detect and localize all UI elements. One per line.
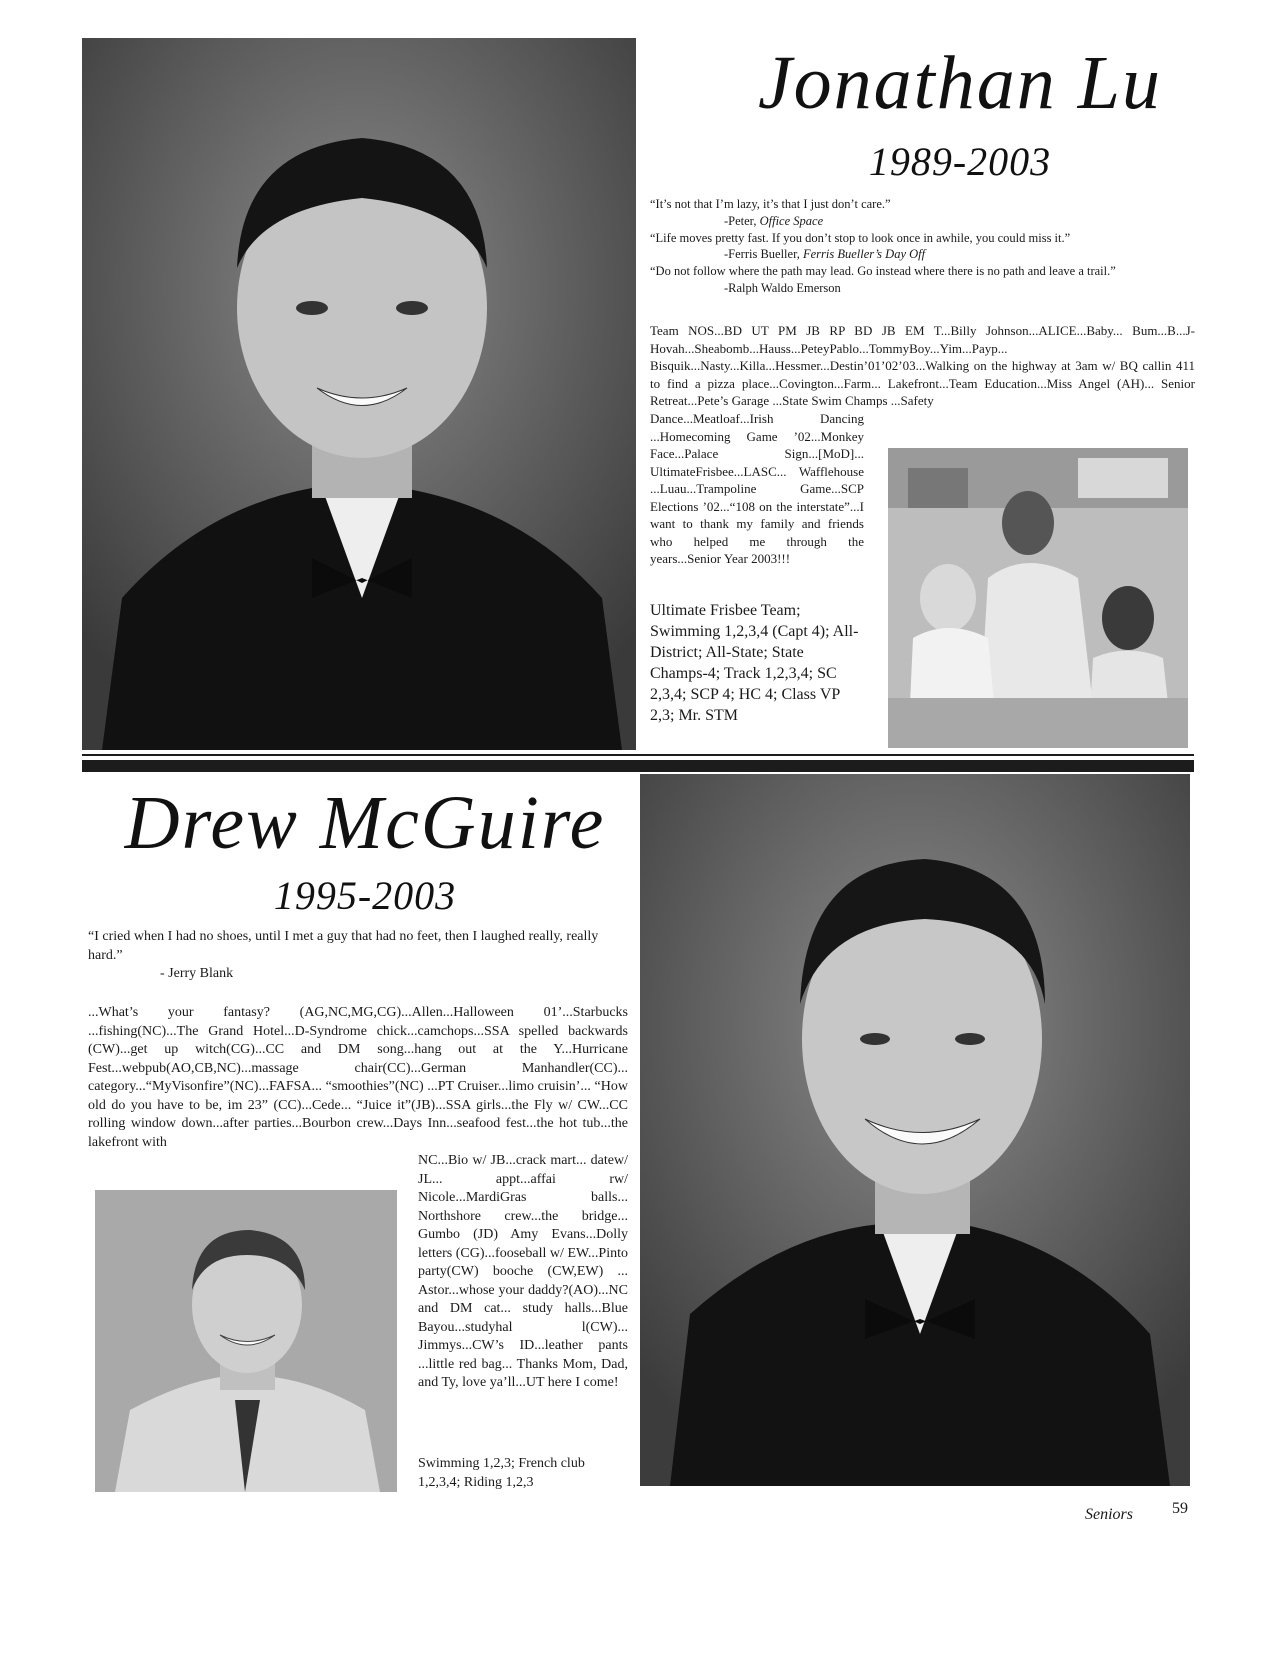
drew-mcguire-quote-attribution: - Jerry Blank — [160, 966, 234, 981]
drew-mcguire-name: Drew McGuire — [124, 781, 606, 865]
quote-text: “Do not follow where the path may lead. Go instead where there is no path and leave a trail.” — [650, 264, 1116, 279]
drew-mcguire-activities: Swimming 1,2,3; French club 1,2,3,4; Riding 1,2,3 — [418, 1456, 585, 1490]
section-divider-line — [82, 754, 1194, 756]
drew-mcguire-memories: ...What’s your fantasy? (AG,NC,MG,CG)...Allen...Halloween 01’...Starbucks ...fishing(NC)...The Grand Hotel...D-Syndrome chick...camchops...SSA spelled backwards (CW)...get up witch(CG)...CC and DM song...hang out at the Y...Hurricane Fest...webpub(AO,CB,NC)...massage chair(CC)...German Manhandler(CC)... category...“MyVisonfire”(NC)...FAFSA... “smoothies”(NC) ...PT Cruiser...limo cruisin’... “How old do you have to be, im 23” (CC)...Cede... “Juice it”(JB)...SSA girls...the Fly w/ CW...CC rolling window down...after parties...Bourbon crew...Days Inn...seafood fest...the hot tub...the lakefront with — [88, 1005, 628, 1150]
jonathan-lu-portrait — [82, 38, 636, 750]
drew-mcguire-memories-continued: NC...Bio w/ JB...crack mart... datew/ JL... appt...affai rw/ Nicole...MardiGras balls... Northshore crew...the bridge... Gumbo (JD) Amy Evans...Dolly letters (CG)...fooseball w/ EW...Pinto party(CW) booche (CW,EW) ... Astor...whose your daddy?(AO)...NC and DM cat... study halls...Blue Bayou...studyhal l(CW)... Jimmys...CW’s ID...leather pants ...little red bag... Thanks Mom, Dad, and Ty, love ya’ll...UT here I come! — [418, 1153, 628, 1390]
quote-attribution: -Peter, Office Space — [724, 213, 824, 228]
page-number: 59 — [1172, 1500, 1188, 1517]
jonathan-lu-memories: Team NOS...BD UT PM JB RP BD JB EM T...Billy Johnson...ALICE...Baby... Bum...B...J-Hovah...Sheabomb...Hauss...PeteyPablo...TommyBoy...Yim...Payp... Bisquik...Nasty...Killa...Hessmer...Destin’01’02’03...Walking on the highway at 3am w/ BQ callin 411 to find a pizza place...Covington...Farm... Lakefront...Team Education...Miss Angel (AH)... Senior Retreat...Pete’s Garage ...State Swim Champs ...Safety — [650, 323, 1195, 408]
quote-attribution: -Ralph Waldo Emerson — [724, 280, 841, 295]
drew-mcguire-years: 1995-2003 — [273, 873, 457, 918]
jonathan-lu-candid-photo — [888, 448, 1188, 748]
jonathan-lu-name: Jonathan Lu — [757, 41, 1163, 125]
quote-text: “It’s not that I’m lazy, it’s that I just don’t care.” — [650, 197, 891, 211]
jonathan-lu-memories-continued: Dance...Meatloaf...Irish Dancing ...Homecoming Game ’02...Monkey Face...Palace Sign...[MoD]... UltimateFrisbee...LASC... Wafflehouse ...Luau...Trampoline Game...SCP Elections ’02...“108 on the interstate”...I want to thank my family and friends who helped me through the years...Senior Year 2003!!! — [650, 411, 864, 566]
jonathan-lu-years: 1989-2003 — [868, 139, 1052, 184]
quote-text: “Life moves pretty fast. If you don’t stop to look once in awhile, you could miss it.” — [650, 230, 1071, 245]
drew-mcguire-portrait — [640, 774, 1190, 1486]
drew-mcguire-quote: “I cried when I had no shoes, until I met a guy that had no feet, then I laughed really, really hard.” — [88, 929, 599, 963]
footer-section-label: Seniors — [1085, 1506, 1133, 1523]
section-divider — [82, 760, 1194, 772]
quote-attribution: -Ferris Bueller, Ferris Bueller’s Day Off — [724, 247, 926, 262]
jonathan-lu-quotes — [650, 196, 1195, 297]
drew-mcguire-candid-photo — [95, 1190, 397, 1492]
jonathan-lu-activities: Ultimate Frisbee Team; Swimming 1,2,3,4 (Capt 4); All-District; All-State; State Champs-4; Track 1,2,3,4; SC 2,3,4; SCP 4; HC 4; Class VP 2,3; Mr. STM — [650, 602, 859, 724]
